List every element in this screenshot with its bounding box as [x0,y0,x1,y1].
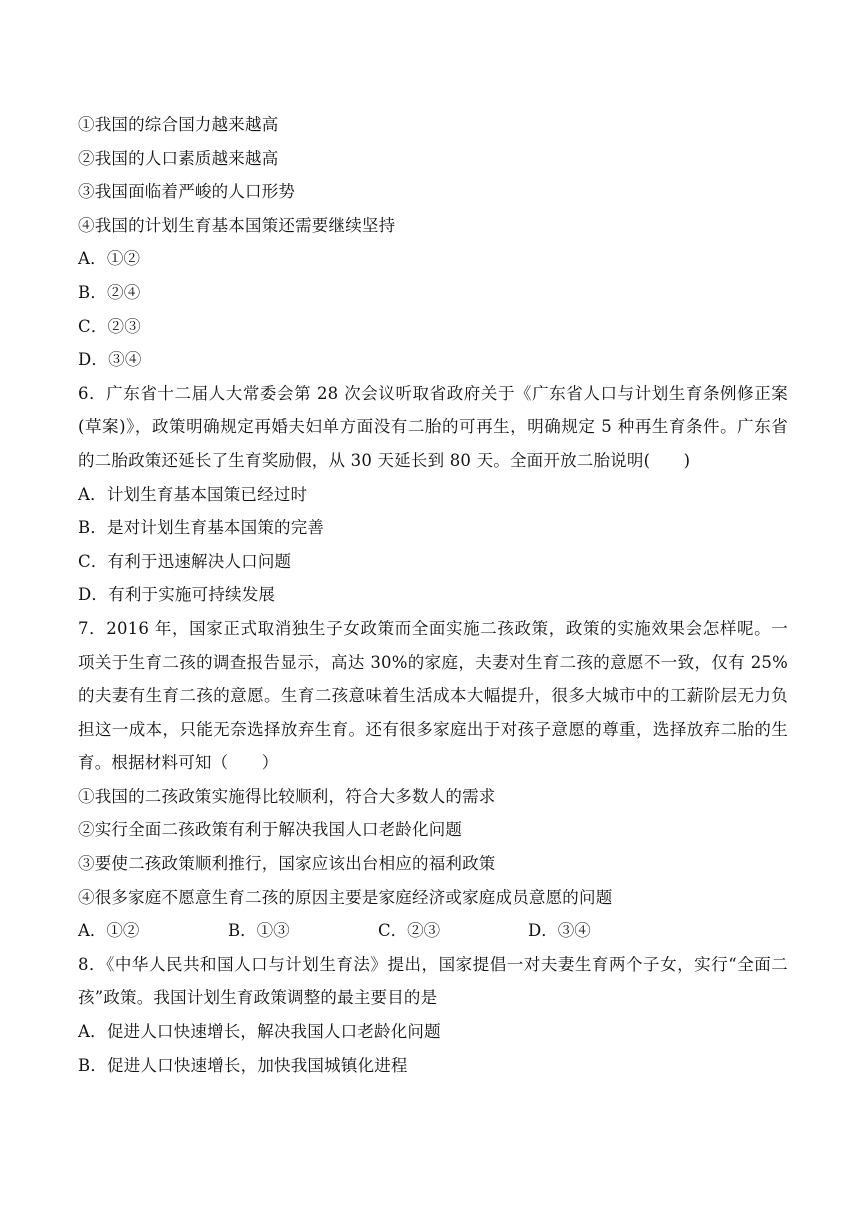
q7-option-b: B．①③ [228,921,290,941]
q8-stem: 8．《中华人民共和国人口与计划生育法》提出，国家提倡一对夫妻生育两个子女，实行“全面二孩”政策。我国计划生育政策调整的最主要目的是 [78,954,788,1008]
q7-statement-2: ②实行全面二孩政策有利于解决我国人口老龄化问题 [78,820,463,840]
q7-option-c: C．②③ [378,921,441,941]
q6-option-b: B．是对计划生育基本国策的完善 [78,518,325,538]
q7-option-d: D．③④ [528,921,591,941]
document-page [78,108,788,1082]
q5-option-c: C．②③ [78,316,141,336]
q5-option-d: D．③④ [78,350,142,370]
q7-option-a: A．①② [78,921,140,941]
q5-statement-1: ①我国的综合国力越来越高 [78,115,279,134]
q7-stem: 7．2016 年，国家正式取消独生子女政策而全面实施二孩政策，政策的实施效果会怎样呢。一项关于生育二孩的调查报告显示，高达 30%的家庭，夫妻对生育二孩的意愿不一致，仅有 25%的夫妻有生育二孩的意愿。生育二孩意味着生活成本大幅提升，很多大城市中的工薪阶层无力负担这一成本，只能无奈选择放弃生育。还有很多家庭出于对孩子意愿的尊重，选择放弃二胎的生育。根据材料可知（ ） [78,618,788,773]
q7-statement-3: ③要使二孩政策顺利推行，国家应该出台相应的福利政策 [78,854,496,874]
q6-option-d: D．有利于实施可持续发展 [78,585,276,605]
q7-options-row [78,914,788,948]
q7-statement-4: ④很多家庭不愿意生育二孩的原因主要是家庭经济或家庭成员意愿的问题 [78,887,613,907]
q8-option-a: A．促进人口快速增长，解决我国人口老龄化问题 [78,1022,441,1042]
q5-option-a: A．①② [78,249,141,269]
q6-option-c: C．有利于迅速解决人口问题 [78,551,292,571]
q6-option-a: A．计划生育基本国策已经过时 [78,484,308,504]
q6-stem: 6．广东省十二届人大常委会第 28 次会议听取省政府关于《广东省人口与计划生育条例修正案(草案)》，政策明确规定再婚夫妇单方面没有二胎的可再生，明确规定 5 种再生育条件。广东省的二胎政策还延长了生育奖励假，从 30 天延长到 80 天。全面开放二胎说明( ) [78,383,788,470]
q5-statement-3: ③我国面临着严峻的人口形势 [78,182,296,202]
q5-statement-2: ②我国的人口素质越来越高 [78,148,279,168]
q7-statement-1: ①我国的二孩政策实施得比较顺利，符合大多数人的需求 [78,786,496,806]
q5-option-b: B．②④ [78,282,141,302]
q5-statement-4: ④我国的计划生育基本国策还需要继续坚持 [78,215,396,235]
q8-option-b: B．促进人口快速增长，加快我国城镇化进程 [78,1055,408,1075]
